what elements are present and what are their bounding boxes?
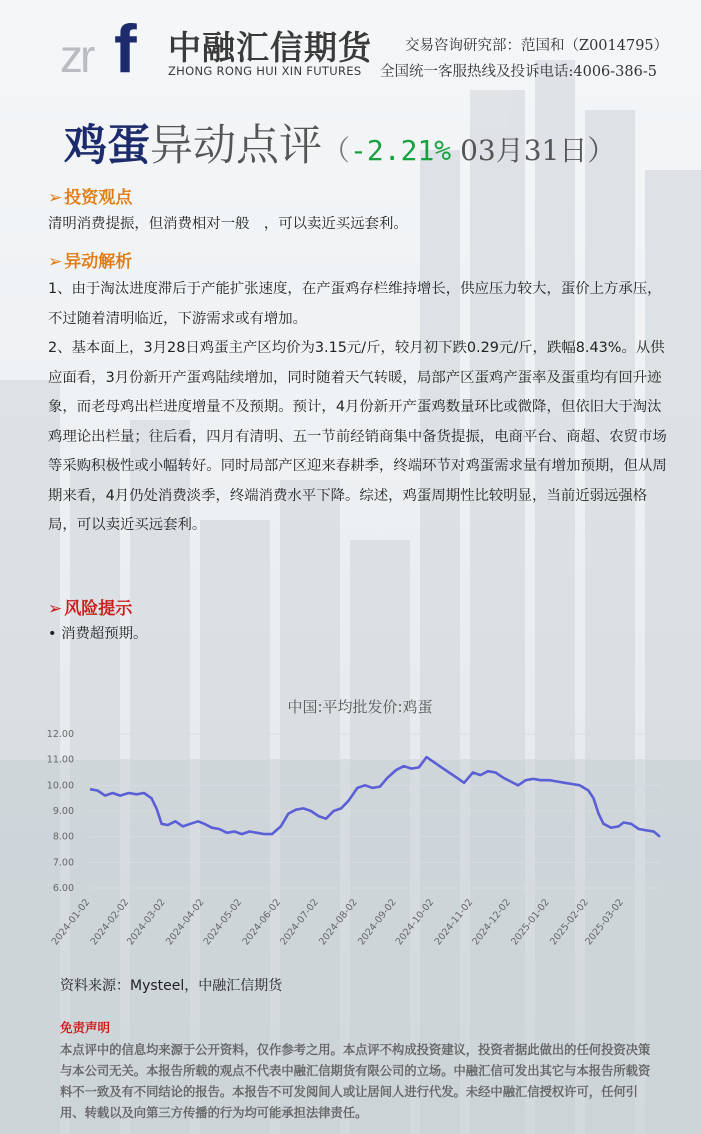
x-tick-label: 2024-12-02 xyxy=(470,897,513,948)
view-paragraph xyxy=(48,210,673,240)
x-tick-label: 2024-08-02 xyxy=(317,897,360,948)
svg-text:f: f xyxy=(114,11,137,82)
section-heading-analysis-label: 异动解析 xyxy=(64,252,133,272)
svg-text:zr: zr xyxy=(60,30,93,82)
section-heading-view-label: 投资观点 xyxy=(64,188,133,208)
analysis-paragraphs xyxy=(48,275,673,541)
title-open-paren: （ xyxy=(322,134,351,167)
x-tick-label: 2024-11-02 xyxy=(432,897,476,948)
logo-english-name: ZHONG RONG HUI XIN FUTURES xyxy=(168,64,362,78)
data-source: 资料来源：Mysteel，中融汇信期货 xyxy=(60,978,283,994)
analyst-contact: 交易咨询研究部：范国和（Z0014795） xyxy=(405,38,669,54)
y-tick-label: 12.00 xyxy=(46,729,74,740)
arrow-right-icon: ➢ xyxy=(48,188,63,208)
analysis-point-1: 1、由于淘汰进度滞后于产能扩张速度，在产蛋鸡存栏维持增长，供应压力较大，蛋价上方承压，不过随着清明临近，下游需求或有增加。 xyxy=(48,281,662,327)
title-subject: 异动点评 xyxy=(150,121,322,171)
section-heading-risk-label: 风险提示 xyxy=(64,599,133,619)
y-tick-label: 10.00 xyxy=(46,780,74,792)
hotline-contact: 全国统一客服热线及投诉电话:4006-386-5 xyxy=(380,64,657,80)
chart-title: 中国:平均批发价:鸡蛋 xyxy=(287,698,433,716)
company-logo xyxy=(60,10,380,82)
section-heading-risk xyxy=(48,594,132,619)
zrf-logo-icon xyxy=(60,10,160,82)
y-tick-label: 11.00 xyxy=(46,754,74,766)
page-title xyxy=(64,112,615,173)
x-tick-label: 2024-04-02 xyxy=(163,897,207,948)
title-date: 03月31日） xyxy=(451,134,616,167)
series-line xyxy=(90,757,660,837)
x-tick-label: 2024-02-02 xyxy=(88,897,132,948)
x-tick-label: 2024-03-02 xyxy=(125,897,168,948)
y-tick-label: 6.00 xyxy=(52,883,74,894)
analysis-point-2: 2、基本面上，3月28日鸡蛋主产区均价为3.15元/斤，较月初下跌0.29元/斤，跌幅8.43%。从供应面看，3月份新开产蛋鸡陆续增加，同时随着天气转暖，局部产区蛋鸡产蛋率及蛋重均有回升迹象，而老母鸡出栏进度增量不及预期。预计，4月份新开产蛋鸡数量环比或微降，但依旧大于淘汰鸡理论出栏量；往后看，四月有清明、五一节前经销商集中备货提振，电商平台、商超、农贸市场等采购积极性或小幅转好。同时局部产区迎来春耕季，终端环节对鸡蛋需求量有增加预期，但从周期来看，4月仍处消费淡季，终端消费水平下降。综述，鸡蛋周期性比较明显，当前近弱远强格局，可以卖近买远套利。 xyxy=(48,340,667,533)
price-chart xyxy=(40,690,680,960)
y-tick-label: 7.00 xyxy=(52,857,74,869)
logo-chinese-name: 中融汇信期货 xyxy=(168,28,372,67)
y-tick-label: 8.00 xyxy=(52,831,74,843)
risk-item: • 消费超预期。 xyxy=(48,626,148,642)
disclaimer-title: 免责声明 xyxy=(60,1020,111,1035)
x-tick-label: 2025-03-02 xyxy=(583,897,626,948)
x-tick-label: 2024-10-02 xyxy=(393,897,437,948)
disclaimer-text: 本点评中的信息均来源于公开资料，仅作参考之用。本点评不构成投资建议，投资者据此做出的任何投资决策与本公司无关。本报告所载的观点不代表中融汇信期货有限公司的立场。中融汇信可发出其它与本报告所载资料不一致及有不同结论的报告。本报告不可发阅间人或让居间人进行代发。未经中融汇信授权许可，任何引用、转载以及向第三方传播的行为均可能承担法律责任。 xyxy=(60,1043,651,1120)
x-tick-label: 2024-05-02 xyxy=(201,897,245,948)
arrow-right-icon: ➢ xyxy=(48,252,63,272)
x-tick-label: 2024-09-02 xyxy=(356,897,399,948)
section-heading-analysis xyxy=(48,247,132,272)
arrow-right-icon: ➢ xyxy=(48,599,63,619)
view-text: 清明消费提振，但消费相对一般 ，可以卖近买远套利。 xyxy=(48,216,408,232)
risk-paragraph xyxy=(48,620,673,650)
x-tick-label: 2025-01-02 xyxy=(509,897,552,948)
x-tick-label: 2024-06-02 xyxy=(240,897,284,948)
x-tick-label: 2024-01-02 xyxy=(49,897,93,948)
x-tick-label: 2025-02-02 xyxy=(548,897,591,948)
title-product: 鸡蛋 xyxy=(64,121,150,171)
x-tick-label: 2024-07-02 xyxy=(278,897,321,948)
title-change-percent: -2.21% xyxy=(350,134,452,167)
section-heading-view xyxy=(48,183,132,208)
price-chart-svg xyxy=(40,690,680,960)
y-tick-label: 9.00 xyxy=(52,806,74,817)
